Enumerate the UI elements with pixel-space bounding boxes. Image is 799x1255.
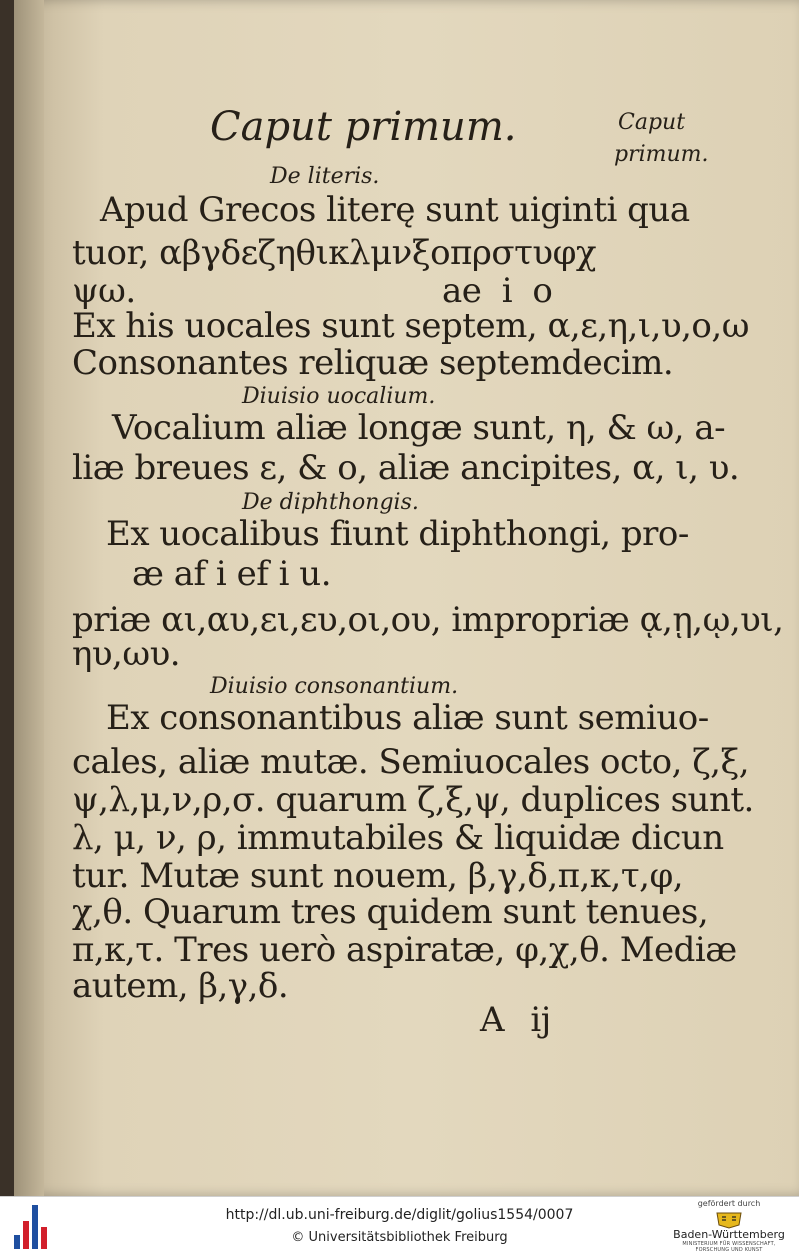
text-line: tuor, αβγδεζηθικλμνξοπρστυφχ — [72, 233, 596, 273]
footer-bar — [0, 1196, 799, 1255]
heading-de-literis: De literis. — [270, 164, 380, 189]
sponsor-subtitle: MINISTERIUM FÜR WISSENSCHAFT, FORSCHUNG UND KUNST — [682, 1241, 776, 1253]
text-line: π,κ,τ. Tres uerò aspiratæ, φ,χ,θ. Mediæ — [72, 930, 737, 970]
text-line: χ,θ. Quarum tres quidem sunt tenues, — [72, 892, 709, 932]
text-line: ηυ,ωυ. — [72, 634, 181, 674]
margin-note-line-2: primum. — [614, 142, 709, 167]
text-line: ψω. — [72, 271, 136, 311]
text-line: Apud Grecos literę sunt uiginti qua — [100, 190, 690, 230]
text-line: Ex his uocales sunt septem, α,ε,η,ι,υ,ο,ω — [72, 306, 749, 346]
text-line: autem, β,γ,δ. — [72, 966, 289, 1006]
sponsor-label: gefördert durch — [697, 1199, 761, 1208]
text-line: Ex consonantibus aliæ sunt semiuo- — [106, 698, 709, 738]
text-line: liæ breues ε, & ο, aliæ ancipites, α, ι, υ. — [72, 448, 740, 488]
heading-diuisio-uocalium: Diuisio uocalium. — [242, 384, 436, 409]
text-line: ae i o — [442, 271, 553, 311]
text-line: Vocalium aliæ longæ sunt, η, & ω, a- — [112, 408, 726, 448]
page-title: Caput primum. — [210, 104, 517, 150]
text-line: Ex uocalibus fiunt diphthongi, pro- — [106, 514, 689, 554]
heading-diuisio-consonantium: Diuisio consonantium. — [210, 674, 459, 699]
state-crest-icon — [713, 1211, 745, 1229]
page-gutter — [14, 0, 44, 1196]
copyright-text: © Universitätsbibliothek Freiburg — [291, 1230, 508, 1245]
text-line: Consonantes reliquæ septemdecim. — [72, 343, 674, 383]
signature-mark: A ij — [480, 1000, 551, 1040]
permalink-url[interactable]: http://dl.ub.uni-freiburg.de/diglit/golius1554/0007 — [225, 1207, 574, 1223]
text-line: ψ,λ,μ,ν,ρ,σ. quarum ζ,ξ,ψ, duplices sunt. — [72, 780, 754, 820]
text-line: priæ αι,αυ,ει,ευ,οι,ου, impropriæ ᾳ,ῃ,ῳ,υι, — [72, 600, 784, 640]
heading-de-diphthongis: De diphthongis. — [242, 490, 419, 515]
text-line: cales, aliæ mutæ. Semiuocales octo, ζ,ξ, — [72, 742, 750, 782]
text-line: λ, μ, ν, ρ, immutabiles & liquidæ dicun — [72, 818, 724, 858]
text-line: æ af i ef i u. — [132, 554, 332, 594]
sponsor-name: Baden-Württemberg — [673, 1228, 785, 1241]
text-line: tur. Mutæ sunt nouem, β,γ,δ,π,κ,τ,φ, — [72, 856, 684, 896]
sponsor-block — [669, 1199, 789, 1253]
margin-note-line-1: Caput — [618, 110, 686, 135]
book-page — [14, 0, 799, 1196]
